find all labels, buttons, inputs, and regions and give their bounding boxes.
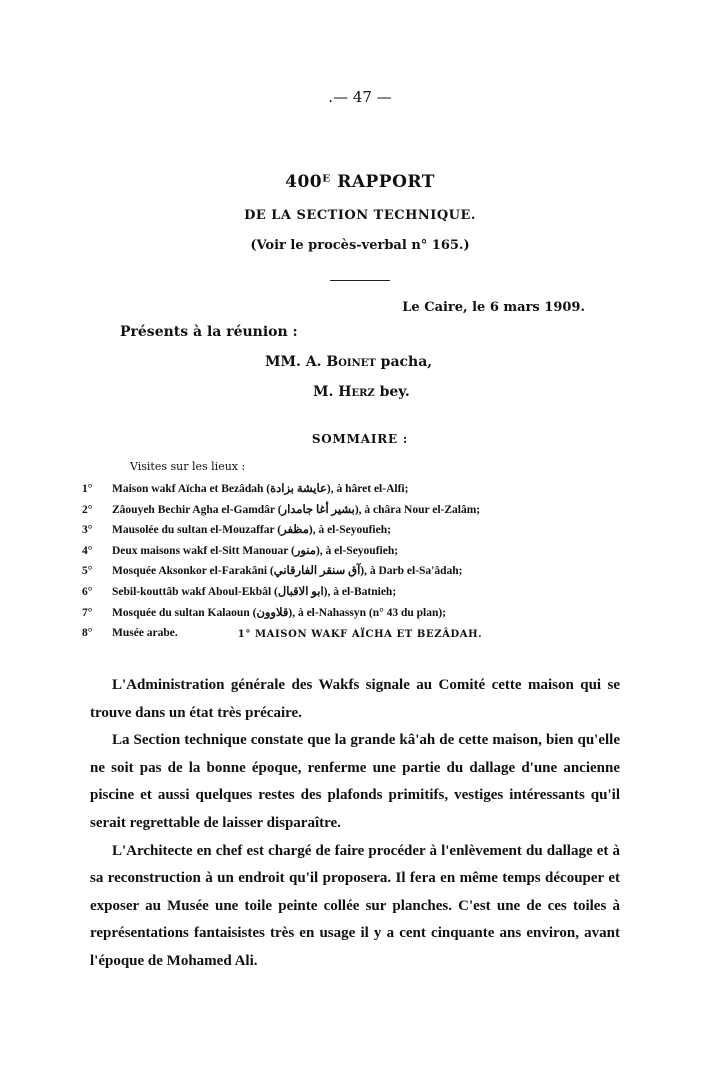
list-item: 3° Mausolée du sultan el-Mouzaffar (مظفر), à el-Seyoufieh; [82, 524, 391, 537]
summary-list [82, 479, 642, 644]
present-label: Présents à la réunion : [120, 324, 298, 340]
list-item: 6° Sebil-kouttâb wakf Aboul-Ekbâl (ابو الاقبال), à el-Batnieh; [82, 585, 397, 598]
member-line: M. Herz bey. [313, 384, 410, 400]
dateline: Le Caire, le 6 mars 1909. [402, 300, 585, 315]
paragraph: L'Architecte en chef est chargé de faire procéder à l'enlèvement du dallage et à sa reconstruction à un endroit qu'il proposera. Il fera en même temps découper et exposer au Musée une toile peinte collée sur planches. C'est une de ces toiles à représentations fantaisistes très en usage il y a cent cinquante ans environ, avant l'époque de Mohamed Ali. [90, 842, 620, 969]
section-subheading: 1° MAISON WAKF AÏCHA ET BEZÂDAH. [237, 629, 483, 640]
page-number: .— 47 — [328, 88, 392, 106]
list-item: 7° Mosquée du sultan Kalaoun (قلاوون), à el-Nahassyn (n° 43 du plan); [82, 606, 447, 619]
list-item: 1° Maison wakf Aïcha et Bezâdah (عايشة بزادة), à hâret el-Alfi; [82, 483, 409, 495]
list-item: 4° Deux maisons wakf el-Sitt Manouar (منور), à el-Seyoufieh; [82, 544, 399, 557]
paragraph: La Section technique constate que la grande kâ'ah de cette maison, bien qu'elle ne soit pas de la bonne époque, renferme une partie du dallage d'une ancienne piscine et aussi quelques restes des plafonds primitifs, vestiges intéressants qu'il serait regrettable de laisser disparaître. [90, 732, 620, 831]
list-item: 2° Zâouyeh Bechir Agha el-Gamdâr (بشير أغا جامدار), à châra Nour el-Zalâm; [82, 503, 481, 516]
member-line: MM. A. Boinet pacha, [265, 354, 433, 370]
report-title: 400ᴱ RAPPORT [285, 172, 435, 192]
summary-heading: SOMMAIRE : [311, 432, 409, 446]
list-item: 5° Mosquée Aksonkor el-Farakâni (آق سنقر الفارقاني), à Darb el-Sa'âdah; [82, 565, 463, 578]
report-reference: (Voir le procès-verbal n° 165.) [250, 238, 470, 253]
body-text [90, 672, 620, 976]
section-title: DE LA SECTION TECHNIQUE. [244, 208, 476, 223]
visits-label: Visites sur les lieux : [130, 460, 246, 473]
paragraph: L'Administration générale des Wakfs signale au Comité cette maison qui se trouve dans un état très précaire. [90, 677, 620, 721]
divider-rule [330, 280, 390, 281]
list-item: 8° Musée arabe. [82, 627, 178, 640]
